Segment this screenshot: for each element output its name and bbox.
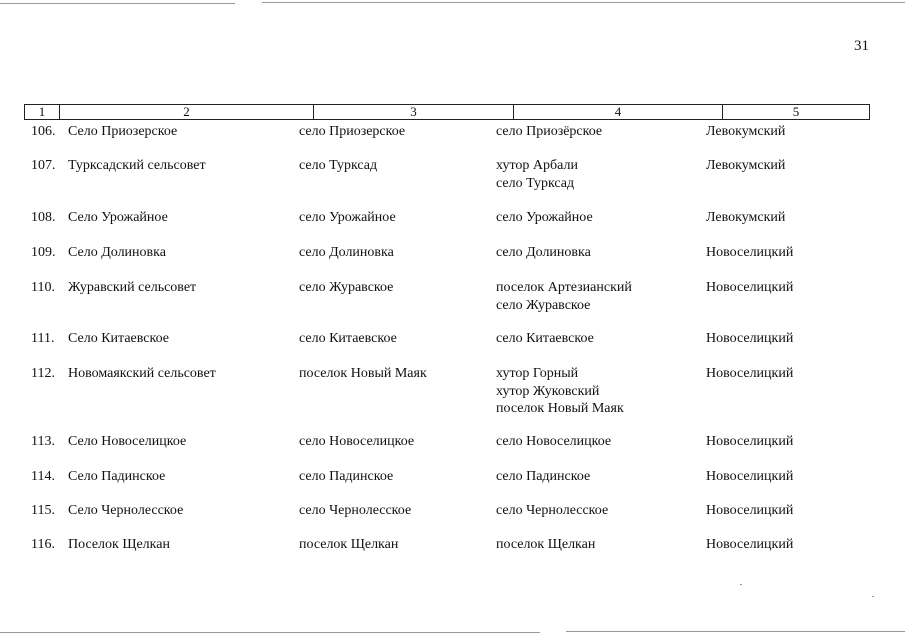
settlements-list: [496, 123, 602, 141]
municipality-name: Село Долиновка: [68, 245, 166, 260]
district-name: Новоселицкий: [706, 331, 794, 346]
administrative-center: поселок Новый Маяк: [299, 366, 427, 381]
row-number: 115.: [31, 503, 55, 518]
scan-artifact-top-right: [262, 2, 905, 3]
settlements-list: [496, 244, 591, 262]
row-number: 110.: [31, 280, 55, 295]
settlement-item: село Чернолесское: [496, 503, 609, 518]
municipality-name: Новомаякский сельсовет: [68, 366, 216, 381]
municipality-name: Село Падинское: [68, 469, 166, 484]
administrative-center: село Долиновка: [299, 245, 394, 260]
administrative-center: село Урожайное: [299, 210, 396, 225]
row-number: 112.: [31, 366, 55, 381]
settlements-list: [496, 536, 595, 554]
header-col-5: 5: [792, 104, 800, 119]
settlement-item: поселок Щелкан: [496, 537, 596, 552]
municipality-name: Село Китаевское: [68, 331, 169, 346]
administrative-center: село Чернолесское: [299, 503, 412, 518]
district-name: Левокумский: [706, 210, 786, 225]
administrative-center: село Падинское: [299, 469, 394, 484]
settlement-item: село Долиновка: [496, 245, 591, 260]
settlements-list: [496, 468, 590, 486]
settlement-item: село Падинское: [496, 469, 591, 484]
row-number: 107.: [31, 158, 56, 173]
district-name: Левокумский: [706, 158, 786, 173]
municipality-name: Село Урожайное: [68, 210, 168, 225]
scan-speck: [872, 596, 874, 597]
row-number: 111.: [31, 331, 55, 346]
settlement-item: поселок Артезианский: [496, 280, 632, 295]
settlement-item: село Приозёрское: [496, 124, 603, 139]
settlement-item: хутор Арбали: [496, 158, 578, 173]
administrative-center: поселок Щелкан: [299, 537, 399, 552]
administrative-center: село Турксад: [299, 158, 378, 173]
district-name: Новоселицкий: [706, 503, 794, 518]
administrative-center: село Приозерское: [299, 124, 406, 139]
settlement-item: село Урожайное: [496, 210, 593, 225]
settlement-item: поселок Новый Маяк: [496, 401, 624, 416]
header-col-4: 4: [514, 105, 723, 119]
row-number: 108.: [31, 210, 56, 225]
settlement-item: село Журавское: [496, 297, 591, 313]
settlements-list: [496, 502, 608, 520]
page-number: 31: [854, 38, 869, 54]
scan-artifact-bottom-left: [0, 632, 540, 633]
row-number: 114.: [31, 469, 55, 484]
municipality-name: Село Чернолесское: [68, 503, 184, 518]
settlements-list: [496, 365, 624, 418]
settlement-item: село Турксад: [496, 175, 575, 191]
district-name: Левокумский: [706, 124, 786, 139]
settlements-list: [496, 330, 594, 348]
settlements-list: [496, 279, 632, 314]
table-header-row: [24, 104, 870, 120]
district-name: Новоселицкий: [706, 537, 794, 552]
municipality-name: Село Приозерское: [68, 124, 178, 139]
district-name: Новоселицкий: [706, 280, 794, 295]
header-col-3: 3: [314, 105, 514, 119]
settlements-list: [496, 433, 611, 451]
settlements-list: [496, 209, 593, 227]
district-name: Новоселицкий: [706, 366, 794, 381]
municipality-name: Село Новоселицкое: [68, 434, 187, 449]
row-number: 109.: [31, 245, 56, 260]
municipality-name: Журавский сельсовет: [68, 280, 197, 295]
settlement-item: село Новоселицкое: [496, 434, 612, 449]
scan-artifact-bottom-right: [566, 631, 905, 632]
settlement-item: село Китаевское: [496, 331, 594, 346]
district-name: Новоселицкий: [706, 469, 794, 484]
municipality-name: Турксадский сельсовет: [68, 158, 206, 173]
district-name: Новоселицкий: [706, 245, 794, 260]
header-col-1: 1: [25, 105, 60, 119]
settlement-item: хутор Жуковский: [496, 383, 600, 399]
row-number: 106.: [31, 124, 56, 139]
scan-speck: [740, 584, 742, 585]
row-number: 116.: [31, 537, 55, 552]
settlements-list: [496, 157, 578, 192]
row-number: 113.: [31, 434, 55, 449]
settlement-item: хутор Горный: [496, 366, 579, 381]
administrative-center: село Новоселицкое: [299, 434, 415, 449]
administrative-center: село Китаевское: [299, 331, 397, 346]
district-name: Новоселицкий: [706, 434, 794, 449]
scan-artifact-top-left: [0, 3, 235, 4]
municipality-name: Поселок Щелкан: [68, 537, 170, 552]
administrative-center: село Журавское: [299, 280, 394, 295]
header-col-2: 2: [60, 105, 314, 119]
